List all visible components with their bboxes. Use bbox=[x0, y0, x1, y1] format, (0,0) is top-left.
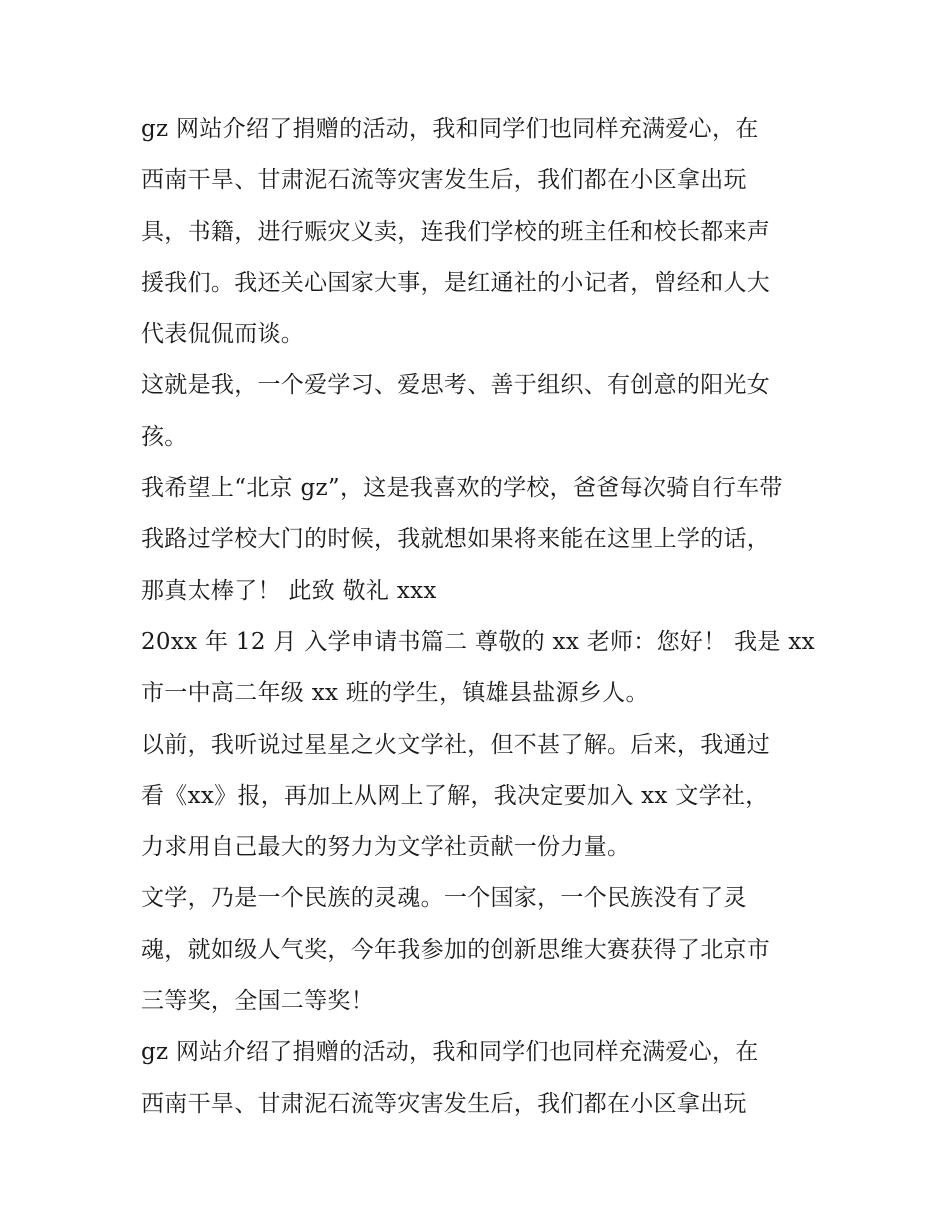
text-line: gz 网站介绍了捐赠的活动，我和同学们也同样充满爱心，在 bbox=[141, 1039, 759, 1066]
text-line: 我路过学校大门的时候，我就想如果将来能在这里上学的话， bbox=[141, 526, 771, 553]
text-line: 力求用自己最大的努力为文学社贡献一份力量。 bbox=[141, 834, 631, 861]
text-line: 西南干旱、甘肃泥石流等灾害发生后，我们都在小区拿出玩 bbox=[141, 167, 747, 194]
text-line: 魂，就如级人气奖，今年我参加的创新思维大赛获得了北京市 bbox=[141, 936, 771, 963]
text-line: 具，书籍，进行赈灾义卖，连我们学校的班主任和校长都来声 bbox=[141, 218, 771, 245]
text-line: 这就是我，一个爱学习、爱思考、善于组织、有创意的阳光女 bbox=[141, 372, 771, 399]
text-line: 文学，乃是一个民族的灵魂。一个国家，一个民族没有了灵 bbox=[141, 885, 747, 912]
text-line: 以前，我听说过星星之火文学社，但不甚了解。后来，我通过 bbox=[141, 731, 771, 758]
text-line: gz 网站介绍了捐赠的活动，我和同学们也同样充满爱心，在 bbox=[141, 116, 759, 142]
text-line: 那真太棒了！ 此致 敬礼 xxx bbox=[141, 577, 437, 604]
text-line: 我希望上“北京 gz”，这是我喜欢的学校，爸爸每次骑自行车带 bbox=[141, 475, 783, 502]
text-line: 市一中高二年级 xx 班的学生，镇雄县盐源乡人。 bbox=[141, 680, 649, 707]
body-text bbox=[141, 104, 821, 1130]
text-line: 看《xx》报，再加上从网上了解，我决定要加入 xx 文学社， bbox=[141, 782, 769, 809]
text-line: 代表侃侃而谈。 bbox=[141, 321, 305, 348]
text-line: 三等奖，全国二等奖！ bbox=[141, 988, 374, 1015]
text-line: 孩。 bbox=[141, 423, 188, 450]
text-line: 援我们。我还关心国家大事，是红通社的小记者，曾经和人大 bbox=[141, 269, 771, 296]
text-line: 西南干旱、甘肃泥石流等灾害发生后，我们都在小区拿出玩 bbox=[141, 1090, 747, 1117]
text-line: 20xx 年 12 月 入学申请书篇二 尊敬的 xx 老师：您好！ 我是 xx bbox=[141, 628, 815, 655]
